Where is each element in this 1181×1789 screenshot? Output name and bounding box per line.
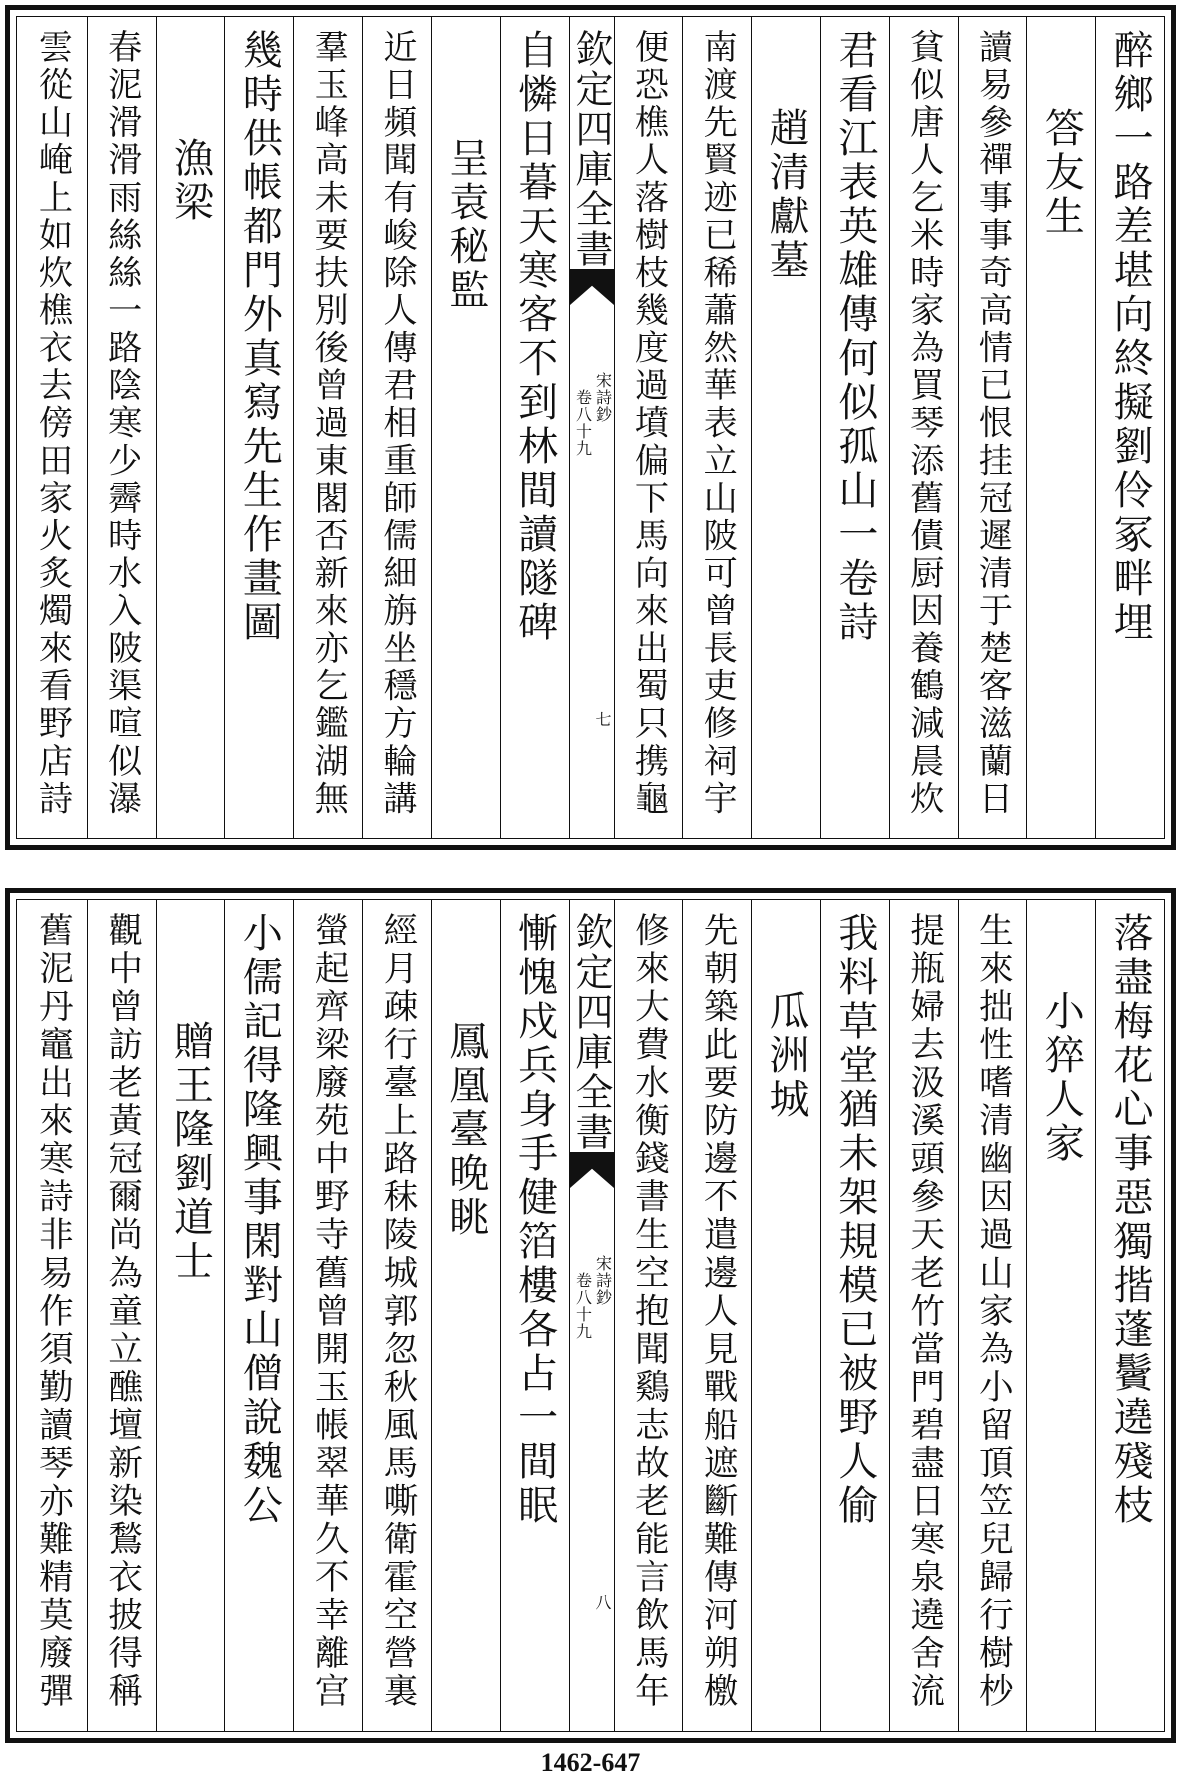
leaf-number: 八 (595, 1593, 612, 1612)
book-title: 宋詩鈔 (593, 1255, 613, 1306)
center-gutter (569, 17, 614, 838)
text-column (958, 17, 1027, 838)
text-column (1095, 17, 1164, 838)
poem-title: 鳳凰臺晚眺 (442, 1020, 489, 1240)
poem-title-column (431, 900, 500, 1731)
poem-title: 瓜洲城 (763, 990, 810, 1122)
poem-title-column (431, 17, 500, 838)
verse-line: 經月疎行臺上路秣陵城郭忽秋風馬嘶衛霍空營裏 (376, 912, 417, 1711)
poem-title-column (156, 17, 225, 838)
text-column (820, 17, 889, 838)
verse-line: 近日頻聞有峻除人傳君相重師儒細旃坐穩方輪講 (376, 29, 417, 818)
text-column (18, 17, 87, 838)
poem-title-column (156, 900, 225, 1731)
verse-line: 自憐日暮天寒客不到林間讀隧碑 (511, 29, 558, 645)
poem-title: 小猝人家 (1038, 990, 1085, 1166)
text-column (682, 17, 751, 838)
verse-line: 提瓶婦去汲溪頭參天老竹當門碧盡日寒泉遶舍流 (903, 912, 944, 1711)
text-column (500, 900, 569, 1731)
center-gutter (569, 900, 614, 1731)
verse-line: 春泥滑滑雨絲絲一路陰寒少霽時水入陂渠喧似瀑 (101, 29, 142, 818)
poem-title-column (751, 900, 820, 1731)
top-page-panel (5, 5, 1176, 850)
verse-line: 生來拙性嗜清幽因過山家為小留頂笠兒歸行樹杪 (972, 912, 1013, 1711)
text-column (362, 900, 431, 1731)
verse-line: 慚愧戍兵身手健箔樓各占一間眠 (511, 912, 558, 1528)
text-column (614, 17, 683, 838)
poem-title: 答友生 (1038, 107, 1085, 239)
volume-number: 卷八十九 (573, 389, 593, 457)
library-title: 欽定四庫全書 (569, 29, 613, 269)
text-column (293, 17, 362, 838)
library-title: 欽定四庫全書 (569, 912, 613, 1152)
bottom-page-panel (5, 888, 1176, 1743)
verse-line: 螢起齊梁廢苑中野寺舊曾開玉帳翠華久不幸離宫 (308, 912, 349, 1711)
top-page-frame (16, 16, 1165, 839)
verse-line: 舊泥丹竈出來寒詩非易作須勤讀琴亦難精莫廢彈 (32, 912, 73, 1711)
poem-title: 呈袁秘監 (442, 137, 489, 313)
verse-line: 南渡先賢迹已稀蕭然華表立山陂可曾長吏修祠宇 (697, 29, 738, 818)
verse-line: 讀易參禪事事奇高情已恨挂冠遲清于楚客滋蘭日 (972, 29, 1013, 818)
verse-line: 修來大費水衡錢書生空抱聞鷄志故老能言飲馬年 (628, 912, 669, 1711)
text-column (1095, 900, 1164, 1731)
verse-line: 君看江表英雄傳何似孤山一卷詩 (831, 29, 878, 645)
verse-line: 雲從山崦上如炊樵衣去傍田家火炙燭來看野店詩 (32, 29, 73, 818)
poem-title: 漁梁 (167, 137, 214, 225)
text-column (889, 900, 958, 1731)
poem-title-column (751, 17, 820, 838)
fishtail-mark-icon (570, 1152, 614, 1188)
text-column (87, 900, 156, 1731)
text-column (958, 900, 1027, 1731)
text-column (820, 900, 889, 1731)
fishtail-mark-icon (570, 269, 614, 305)
book-title: 宋詩鈔 (593, 372, 613, 423)
verse-line: 落盡梅花心事惡獨揩蓬鬢遶殘枝 (1107, 912, 1154, 1528)
volume-number: 卷八十九 (573, 1272, 593, 1340)
verse-line: 幾時供帳都門外真寫先生作畫圖 (236, 29, 283, 645)
text-column (18, 900, 87, 1731)
verse-line: 小儒記得隆興事閑對山僧說魏公 (236, 912, 283, 1528)
text-column (500, 17, 569, 838)
verse-line: 貧似唐人乞米時家為買琴添舊債厨因養鶴減晨炊 (903, 29, 944, 818)
text-column (362, 17, 431, 838)
verse-line: 觀中曾訪老黃冠爾尚為童立醮壇新染鶖衣披得稱 (101, 912, 142, 1711)
bottom-page-frame (16, 899, 1165, 1732)
verse-line: 便恐樵人落樹枝幾度過墳偏下馬向來出蜀只携龜 (628, 29, 669, 818)
verse-line: 醉鄉一路差堪向終擬劉伶冢畔埋 (1107, 29, 1154, 645)
poem-title-column (1026, 900, 1095, 1731)
poem-title: 贈王隆劉道士 (167, 1020, 214, 1284)
text-column (682, 900, 751, 1731)
page-reference-number: 1462-647 (540, 1748, 641, 1777)
verse-line: 羣玉峰高未要扶別後曾過東閣否新來亦乞鑑湖無 (308, 29, 349, 818)
text-column (293, 900, 362, 1731)
verse-line: 我料草堂猶未架規模已被野人偷 (831, 912, 878, 1528)
text-column (889, 17, 958, 838)
verse-line: 先朝築此要防邊不遣邊人見戰船遮斷難傳河朔檄 (697, 912, 738, 1711)
leaf-number: 七 (595, 710, 612, 729)
text-column (224, 17, 293, 838)
text-column (87, 17, 156, 838)
text-column (224, 900, 293, 1731)
poem-title: 趙清獻墓 (763, 107, 810, 283)
text-column (614, 900, 683, 1731)
poem-title-column (1026, 17, 1095, 838)
